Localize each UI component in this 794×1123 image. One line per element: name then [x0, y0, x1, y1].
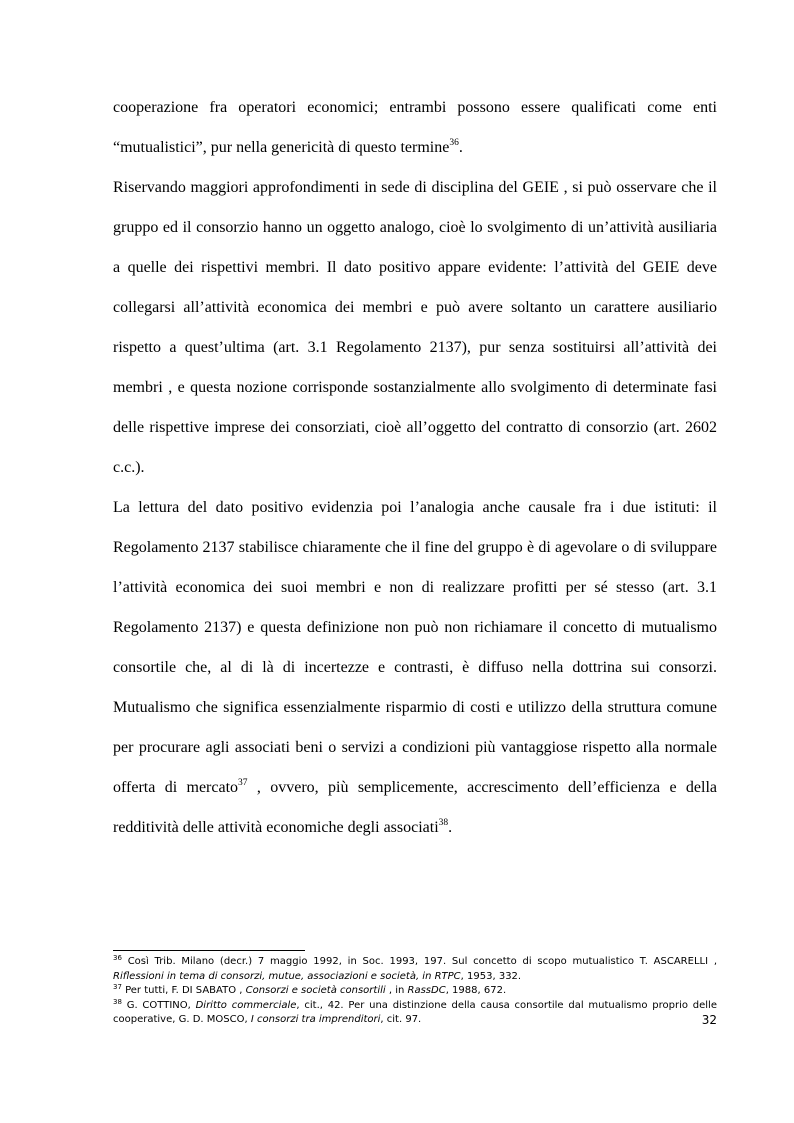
footnote-title: Riflessioni in tema di consorzi, mutue, associazioni e società, in RTPC [113, 970, 461, 982]
footnote-text: , in [385, 985, 408, 996]
footnote [113, 955, 717, 984]
paragraph [113, 488, 717, 848]
footnote-text: , cit., 42. Per una distinzione della causa consortile dal mutualismo proprio delle cooperative, G. D. MOSCO, [113, 999, 717, 1025]
paragraph-text: . [448, 819, 453, 836]
page-number: 32 [701, 1013, 717, 1027]
footnote-number: 36 [113, 954, 122, 962]
footnote-number: 38 [113, 997, 122, 1006]
footnote-text: , cit. 97. [380, 1014, 422, 1025]
footnote [113, 984, 717, 999]
footnote-separator [113, 950, 305, 951]
footnote-text: , 1953, 332. [460, 970, 522, 982]
footnote-text: G. COTTINO, [121, 999, 196, 1011]
paragraph-text: Riservando maggiori approfondimenti in sede di disciplina del GEIE , si può osservare che il gruppo ed il consorzio hanno un oggetto analogo, cioè lo svolgimento di un’attività ausiliaria a quelle dei rispettivi membri. Il dato positivo appare evidente: l’attività del GEIE deve collegarsi all’attività economica dei membri e può avere soltanto un carattere ausiliario rispetto a quest’ultima (art. 3.1 Regolamento 2137), pur senza sostituirsi all’attività dei membri , e questa nozione corrisponde sostanzialmente allo svolgimento di determinate fasi delle rispettive imprese dei consorziati, cioè all’oggetto del contratto di consorzio (art. 2602 c.c.). [113, 179, 717, 476]
paragraph-text: cooperazione fra operatori economici; entrambi possono essere qualificati come enti “mutualistici”, pur nella genericità di questo termine [113, 99, 717, 156]
paragraph [113, 168, 717, 488]
footnote-reference[interactable]: 36 [449, 138, 459, 148]
footnote-title: I consorzi tra imprenditori [250, 1014, 381, 1025]
footnote-text: Così Trib. Milano (decr.) 7 maggio 1992, in Soc. 1993, 197. Sul concetto di scopo mutualistico T. ASCARELLI , [121, 956, 717, 967]
footnote-title: Diritto commerciale [195, 999, 297, 1011]
footnote [113, 999, 717, 1028]
footnote-title: Consorzi e società consortili [245, 985, 386, 996]
footnote-text: , 1988, 672. [445, 985, 507, 996]
body-text [113, 88, 717, 848]
paragraph-text: . [458, 139, 463, 156]
footnotes [113, 955, 717, 1028]
paragraph [113, 88, 717, 168]
paragraph-text: La lettura del dato positivo evidenzia poi l’analogia anche causale fra i due istituti: il Regolamento 2137 stabilisce chiaramente che il fine del gruppo è di agevolare o di sviluppare l’attività economica dei suoi membri e non di realizzare profitti per sé stesso (art. 3.1 Regolamento 2137) e questa definizione non può non richiamare il concetto di mutualismo consortile che, al di là di incertezze e contrasti, è diffuso nella dottrina sui consorzi. Mutualismo che significa essenzialmente risparmio di costi e utilizzo della struttura comune per procurare agli associati beni o servizi a condizioni più vantaggiose rispetto alla normale offerta di mercato [113, 499, 717, 796]
footnote-reference[interactable]: 38 [438, 818, 449, 828]
footnote-number: 37 [113, 983, 122, 991]
paragraph-text: , ovvero, più semplicemente, accrescimento dell’efficienza e della redditività delle attività economiche degli associati [113, 779, 717, 836]
footnote-reference[interactable]: 37 [238, 778, 248, 788]
footnote-text: Per tutti, F. DI SABATO , [121, 985, 246, 996]
footnote-title: RassDC [407, 985, 446, 996]
